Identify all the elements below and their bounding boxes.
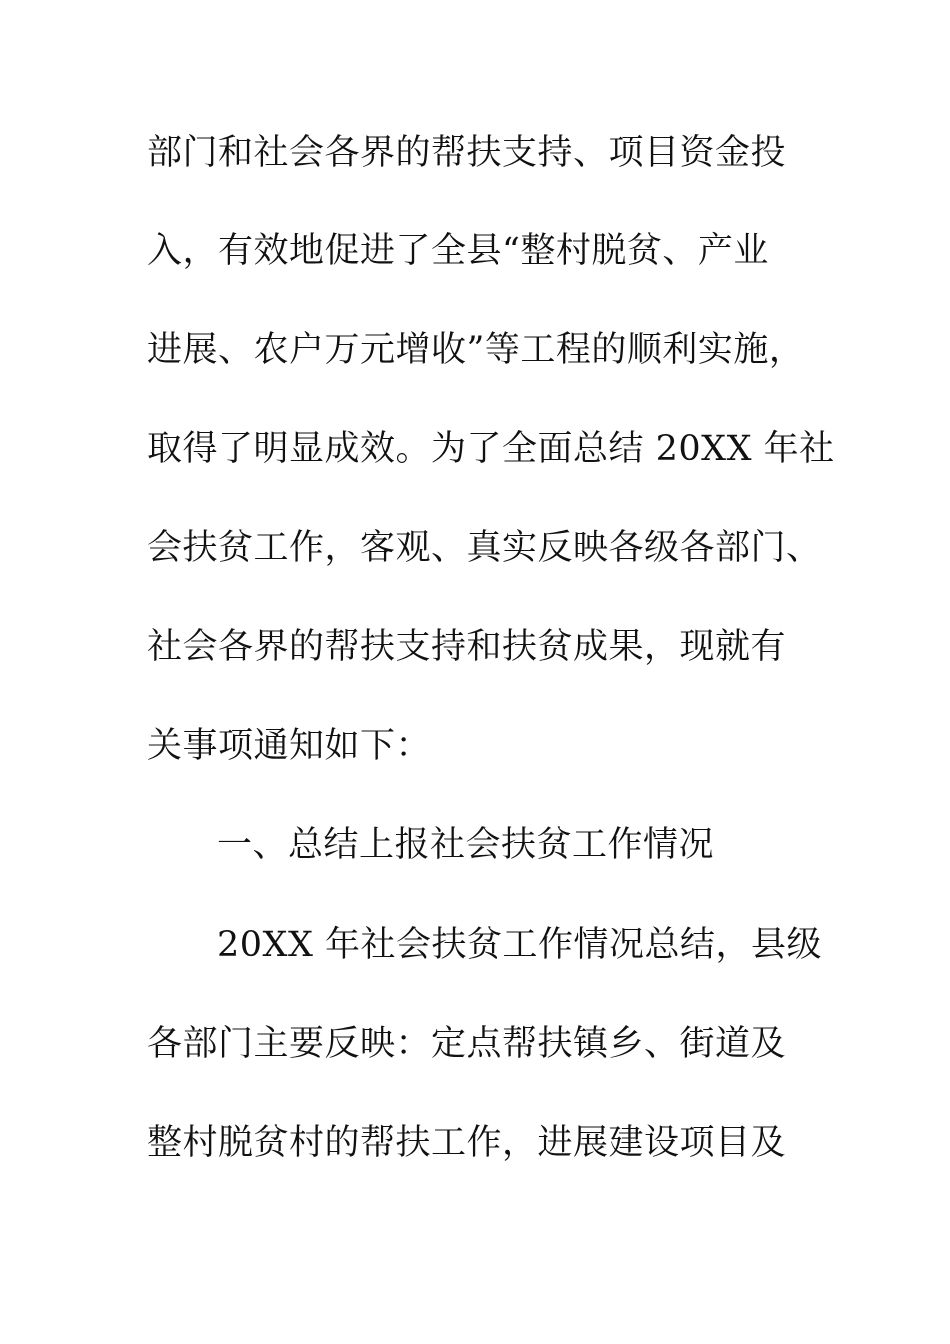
paragraph-line: 入，有效地促进了全县“整村脱贫、产业 bbox=[147, 231, 769, 271]
paragraph-line: 部门和社会各界的帮扶支持、项目资金投 bbox=[147, 133, 787, 173]
paragraph-line: 取得了明显成效。为了全面总结 20XX 年社 bbox=[147, 429, 835, 469]
paragraph-line: 会扶贫工作，客观、真实反映各级各部门、 bbox=[147, 528, 822, 568]
paragraph-line: 整村脱贫村的帮扶工作，进展建设项目及 bbox=[147, 1123, 787, 1163]
paragraph-line: 进展、农户万元增收”等工程的顺利实施， bbox=[147, 330, 805, 370]
paragraph-line: 各部门主要反映：定点帮扶镇乡、街道及 bbox=[147, 1024, 787, 1064]
paragraph-line: 社会各界的帮扶支持和扶贫成果，现就有 bbox=[147, 627, 787, 667]
paragraph-line: 20XX 年社会扶贫工作情况总结，县级 bbox=[217, 925, 822, 965]
section-heading: 一、总结上报社会扶贫工作情况 bbox=[217, 825, 715, 865]
paragraph-line: 关事项通知如下： bbox=[147, 726, 432, 766]
